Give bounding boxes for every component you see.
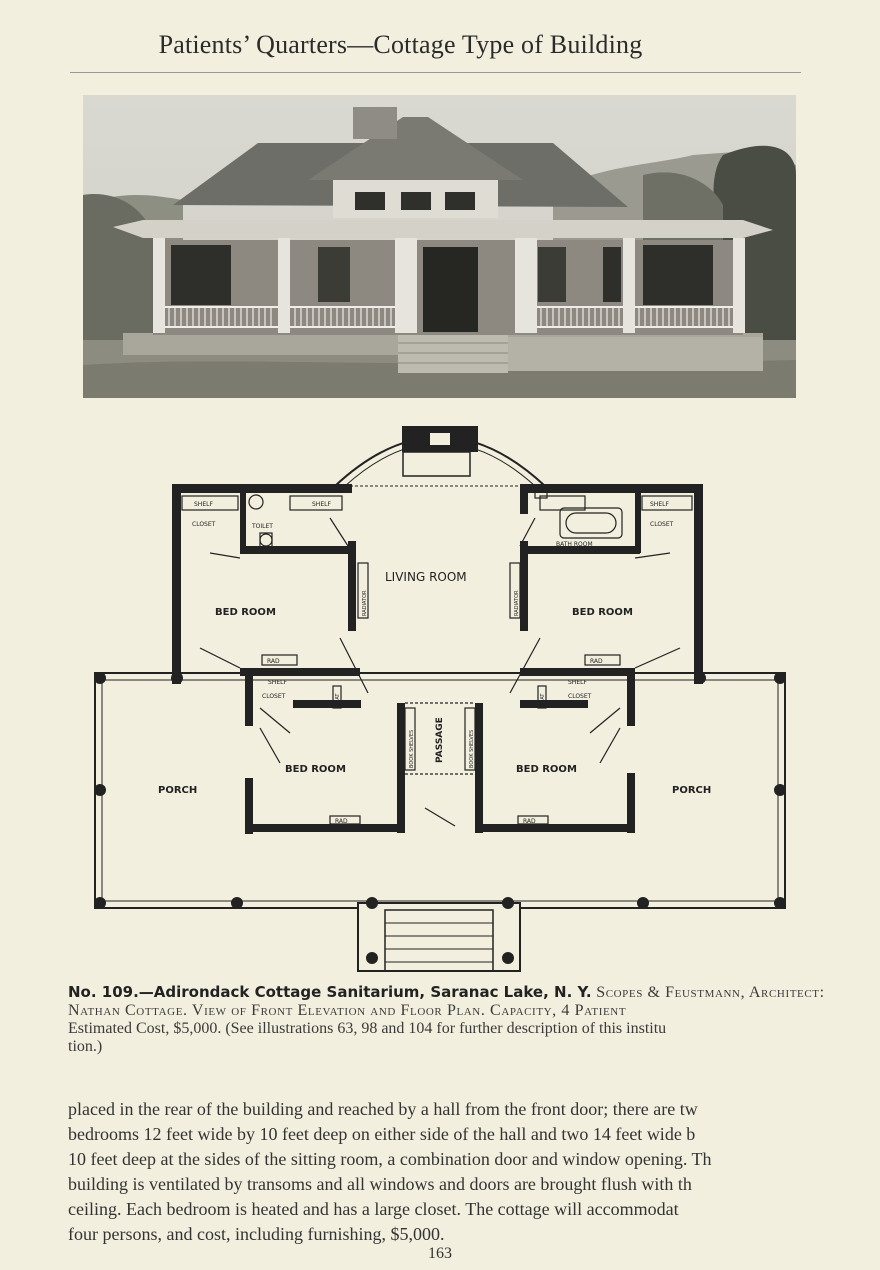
label-porch-right: PORCH	[672, 785, 712, 796]
label-radiator-left: RADIATOR	[362, 590, 368, 616]
page-number: 163	[428, 1245, 452, 1262]
label-bed-room-upper-left: BED ROOM	[215, 607, 276, 618]
label-toilet: TOILET	[252, 523, 273, 530]
body-line-4: building is ventilated by transoms and all windows and doors are brought flush with th	[68, 1174, 692, 1194]
label-rad-1: RAD	[267, 658, 280, 665]
label-book-shelves-left: BOOK SHELVES	[409, 729, 415, 768]
label-bed-room-upper-right: BED ROOM	[572, 607, 633, 618]
caption-title: No. 109.—Adirondack Cottage Sanitarium, Saranac Lake, N. Y.	[68, 983, 592, 1001]
label-porch-left: PORCH	[158, 785, 198, 796]
body-line-3: 10 feet deep at the sides of the sitting room, a combination door and window opening. Th	[68, 1149, 712, 1169]
label-closet-left: CLOSET	[192, 521, 216, 528]
caption-line-4: tion.)	[68, 1038, 103, 1055]
caption-line-2: Nathan Cottage. View of Front Elevation and Floor Plan. Capacity, 4 Patient	[68, 1002, 627, 1019]
label-bed-room-lower-right: BED ROOM	[516, 764, 577, 775]
header-rule	[70, 72, 801, 73]
label-bath-room: BATH ROOM	[556, 541, 593, 548]
caption-architects: Scopes & Feustmann, Architect:	[591, 984, 825, 1001]
label-living-room: LIVING ROOM	[385, 570, 467, 584]
cottage-photograph	[83, 95, 796, 398]
label-shelf-left: SHELF	[194, 501, 213, 508]
label-shelf-mid-left: SHELF	[268, 679, 287, 686]
label-closet-right: CLOSET	[650, 521, 674, 528]
label-shelf-mid-right: SHELF	[568, 679, 587, 686]
label-seat-right: SEAT	[540, 693, 546, 706]
label-closet-mid-right: CLOSET	[568, 693, 592, 700]
figure-caption	[68, 983, 825, 1056]
body-line-2: bedrooms 12 feet wide by 10 feet deep on either side of the hall and two 14 feet wide b	[68, 1124, 696, 1144]
floor-plan	[90, 418, 790, 978]
body-line-6: four persons, and cost, including furnishing, $5,000.	[68, 1224, 445, 1244]
label-seat-left: SEAT	[335, 693, 341, 706]
label-radiator-right: RADIATOR	[514, 590, 520, 616]
caption-line-3: Estimated Cost, $5,000. (See illustrations 63, 98 and 104 for further description of this institu	[68, 1020, 667, 1037]
label-rad-4: RAD	[523, 818, 536, 825]
body-paragraph	[68, 1097, 801, 1247]
page-header: Patients’ Quarters—Cottage Type of Building	[158, 30, 643, 59]
cottage-photo-illustration	[83, 95, 796, 398]
label-bed-room-lower-left: BED ROOM	[285, 764, 346, 775]
caption-line-1	[68, 983, 825, 1002]
body-line-1: placed in the rear of the building and reached by a hall from the front door; there are tw	[68, 1099, 698, 1119]
label-shelf-right: SHELF	[650, 501, 669, 508]
body-line-5: ceiling. Each bedroom is heated and has a large closet. The cottage will accommodat	[68, 1199, 679, 1219]
label-rad-2: RAD	[590, 658, 603, 665]
label-passage: PASSAGE	[435, 717, 445, 763]
label-closet-mid-left: CLOSET	[262, 693, 286, 700]
label-shelf-left-2: SHELF	[312, 501, 331, 508]
floor-plan-drawing	[90, 418, 790, 978]
label-rad-3: RAD	[335, 818, 348, 825]
label-book-shelves-right: BOOK SHELVES	[469, 729, 475, 768]
